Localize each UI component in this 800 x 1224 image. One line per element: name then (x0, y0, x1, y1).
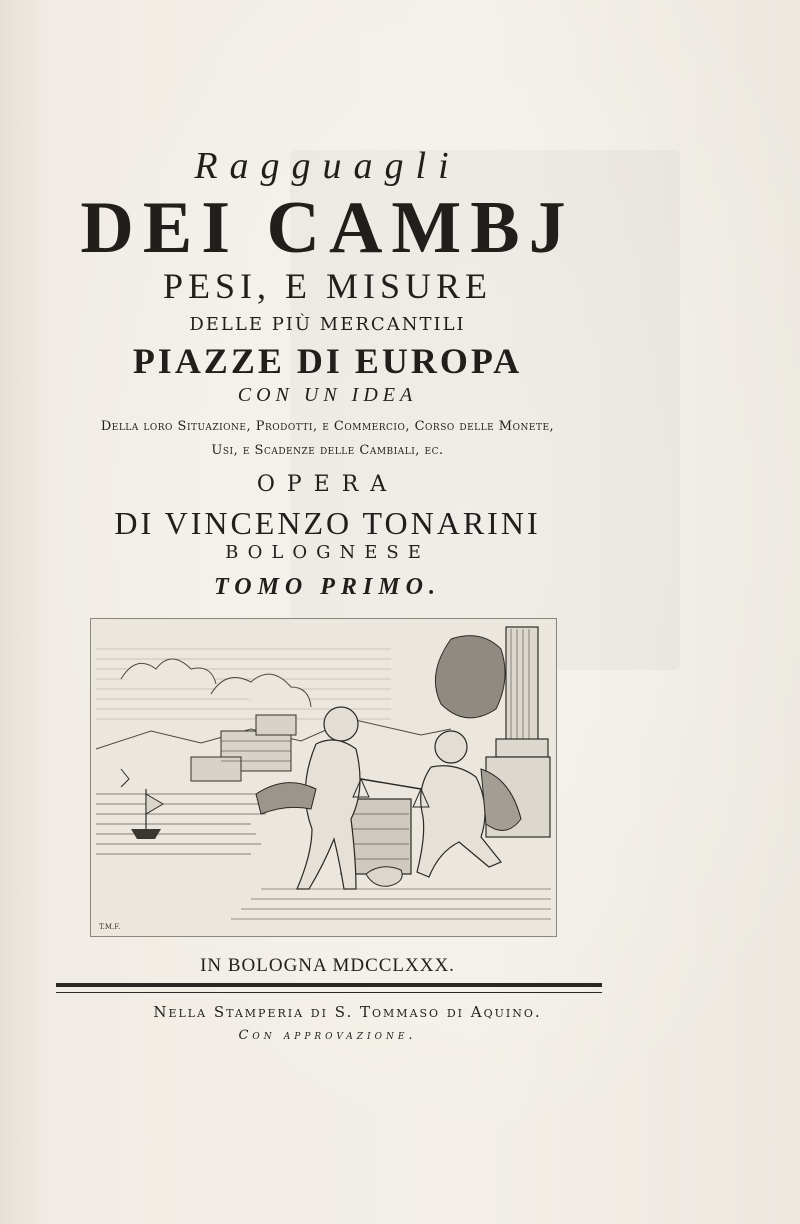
title-line-opera: OPERA (256, 472, 399, 497)
engraver-signature: T.M.F. (99, 923, 121, 931)
title-line-bolognese: BOLOGNESE (225, 542, 430, 563)
engraving-vignette (90, 618, 557, 937)
imprint-approval: Con approvazione. (238, 1028, 417, 1043)
title-line-tomo-primo: TOMO PRIMO. (214, 574, 441, 600)
rule-thin (56, 992, 602, 993)
title-line-piazze-di-europa: PIAZZE DI EUROPA (132, 341, 523, 381)
imprint-printer: Nella Stamperia di S. Tommaso di Aquino. (153, 1003, 542, 1021)
engraving-illustration (91, 619, 556, 936)
title-line-con-un-idea: CON UN IDEA (237, 384, 418, 406)
rule-thick (56, 983, 602, 987)
imprint-city-year: IN BOLOGNA MDCCLXXX. (200, 955, 455, 976)
title-line-author: DI VINCENZO TONARINI (114, 505, 541, 541)
title-line-pesi-e-misure: PESI, E MISURE (162, 266, 493, 306)
title-line-ragguagli: Ragguagli (194, 145, 461, 187)
title-line-description-1: Della loro Situazione, Prodotti, e Commercio, Corso delle Monete, (100, 419, 555, 434)
title-line-dei-cambj: DEI CAMBJ (80, 187, 575, 269)
title-line-delle-piu-mercantili: DELLE PIÙ MERCANTILI (189, 314, 466, 335)
title-line-description-2: Usi, e Scadenze delle Cambiali, ec. (211, 443, 444, 458)
